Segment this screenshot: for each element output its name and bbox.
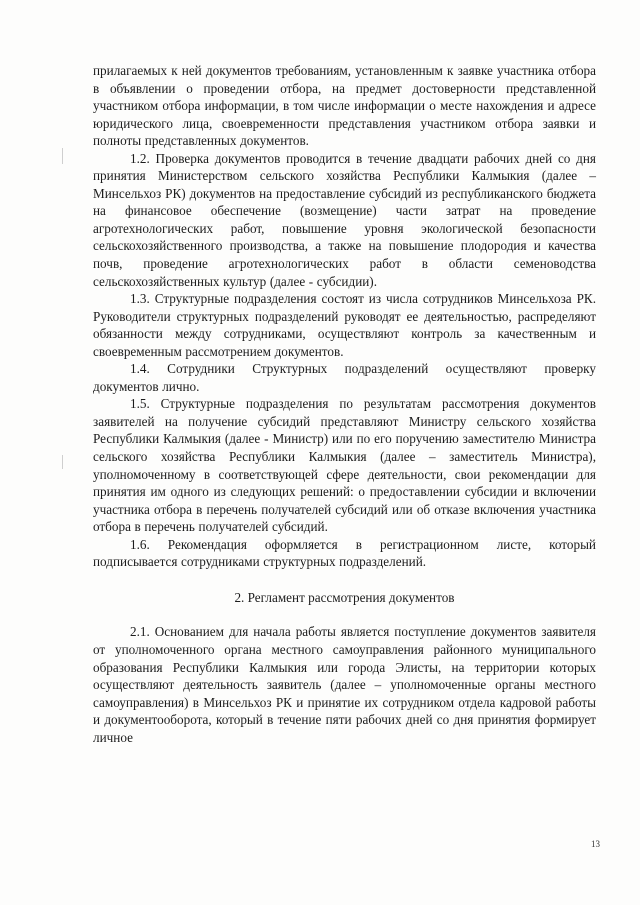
paragraph-continuation: прилагаемых к ней документов требованиям, установленным к заявке участника отбора в объявлении о проведении отбора, на предмет достоверности представленной участником отбора информации, в том числе информации о месте нахождения и адресе юридического лица, своевременности представления участником отбора заявки и полноты представленных документов. <box>93 63 596 149</box>
paragraph-1-6: 1.6. Рекомендация оформляется в регистрационном листе, который подписывается сотрудниками структурных подразделений. <box>93 536 596 570</box>
paragraph-1-5: 1.5. Структурные подразделения по результатам рассмотрения документов заявителей на получение субсидий представляют Министру сельского хозяйства Республики Калмыкия (далее - Министр) или по его поручению заместителю Министра сельского хозяйства Республики Калмыкия (далее – заместитель Министра), уполномоченному в соответствующей сфере деятельности, свои рекомендации для принятия им одного из следующих решений: о предоставлении субсидии и включении участника отбора в перечень получателей субсидий или об отказе включения участника отбора в перечень получателей субсидий. <box>93 396 596 535</box>
paragraph-1-4: 1.4. Сотрудники Структурных подразделений осуществляют проверку документов лично. <box>93 361 596 394</box>
page-number: 13 <box>591 839 600 849</box>
paragraph-2-1: 2.1. Основанием для начала работы является поступление документов заявителя от уполномоченного органа местного самоуправления районного муниципального образования Республики Калмыкия или города Элисты, на территории которых осуществляют деятельность заявитель (далее – уполномоченные органы местного самоуправления) в Минсельхоз РК и принятие их сотрудником отдела кадровой работы и документооборота, который в течение пяти рабочих дней со дня принятия формирует личное <box>93 624 596 745</box>
scan-margin-mark <box>62 148 63 164</box>
document-body <box>93 62 596 746</box>
section-2-title: 2. Регламент рассмотрения документов <box>234 589 455 605</box>
scan-margin-mark <box>62 455 63 469</box>
paragraph-1-2: 1.2. Проверка документов проводится в течение двадцати рабочих дней со дня принятия Министерством сельского хозяйства Республики Калмыкия (далее – Минсельхоз РК) документов на предоставление субсидий из республиканского бюджета на финансовое обеспечение (возмещение) части затрат на проведение агротехнологических работ, повышение уровня экологической безопасности сельскохозяйственного производства, а также на повышение плодородия и качества почв, проведение агротехнологических работ в области семеноводства сельскохозяйственных культур (далее - субсидии). <box>93 150 596 289</box>
paragraph-1-3: 1.3. Структурные подразделения состоят из числа сотрудников Минсельхоза РК. Руководители структурных подразделений руководят ее деятельностью, распределяют обязанности между сотрудниками, осуществляют контроль за качественным и своевременным рассмотрением документов. <box>93 291 596 359</box>
